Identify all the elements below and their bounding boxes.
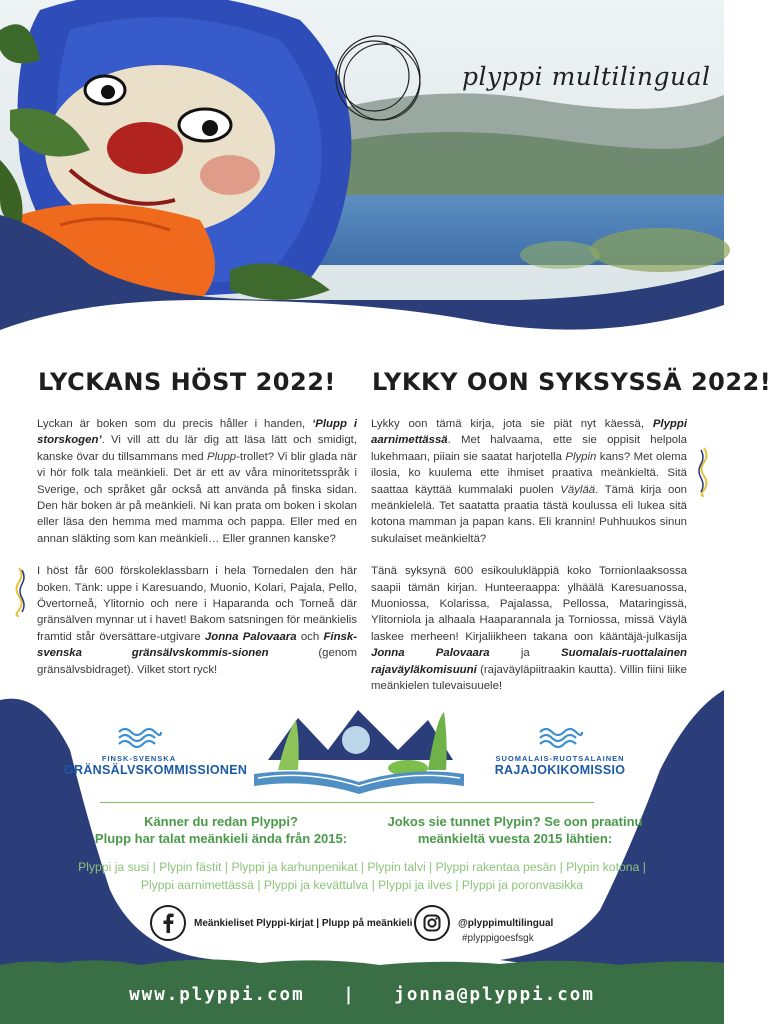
question-meankieli: Jokos sie tunnet Plypin? Se oon praatinu meänkieltä vuesta 2015 lähtien:	[387, 814, 643, 846]
book-landscape-illustration	[248, 700, 470, 796]
org-label-small: FINSK-SVENSKA	[101, 754, 177, 763]
logo-rajajokikomissio	[490, 726, 630, 777]
org-label-big: RAJAJOKIKOMISSIO	[494, 763, 626, 777]
footer-separator: |	[343, 985, 356, 1005]
logo-gransalvskommissionen	[64, 726, 248, 777]
org-label-big: GRÄNSÄLVSKOMMISSIONEN	[64, 763, 248, 777]
hero-illustration	[0, 0, 724, 360]
email-link[interactable]: jonna@plyppi.com	[394, 985, 595, 1005]
column-meankieli	[371, 416, 687, 711]
facebook-label[interactable]: Meänkieliset Plyppi-kirjat | Plupp på meänkieli	[194, 917, 413, 929]
hashtag: #plyppigoesfsgk	[462, 933, 534, 944]
hero-photo	[0, 0, 724, 360]
facebook-icon[interactable]	[150, 905, 186, 941]
waves-logo-icon	[538, 726, 582, 750]
column-swedish	[37, 416, 357, 694]
divider	[100, 802, 594, 803]
footer-contact	[0, 985, 724, 1005]
squiggle-left-icon	[12, 566, 26, 618]
org-label-small: SUOMALAIS-RUOTSALAINEN	[495, 754, 625, 763]
brand-name: plyppi multilingual	[462, 62, 711, 91]
book-list: Plyppi ja susi | Plypin fästit | Plyppi ja karhunpenikat | Plypin talvi | Plyppi rakentaa pesän | Plypin kotona | Plyppi aarnimettässä | Plyppi ja kevättulva | Plyppi ja ilves | Plyppi ja poronvasikka	[78, 860, 646, 892]
instagram-icon[interactable]	[414, 905, 450, 941]
paragraph: Lykky oon tämä kirja, jota sie piät nyt käessä, Plyppi aarnimettässä. Met halvaama, ette sie oppisit helpola lukehmaan, piiain sie saatat harjotella Plypin kans? Met olema ilosia, ko kuulema ette ihmiset praativa meänkieltä. Sitä saattaa käyttää kummalaki puolen Väylää. Tämä kirja oon meänkielelä. Tet saatatta praatia tästä koulussa eli lukea sitä kotona mamman ja papan kans. Eli krannin! Puhhuukos sinun sukulaiset meänkieltä?	[371, 418, 688, 545]
heading-meankieli: LYKKY OON SYKSYSSÄ 2022!	[372, 368, 771, 396]
instagram-label[interactable]: @plyppimultilingual	[458, 917, 554, 929]
question-swedish: Känner du redan Plyppi? Plupp har talat meänkieli ända från 2015:	[94, 814, 348, 846]
squiggle-right-icon	[697, 446, 711, 498]
facebook-link[interactable]	[150, 905, 412, 941]
heading-swedish: LYCKANS HÖST 2022!	[38, 368, 336, 396]
paragraph: Lyckan är boken som du precis håller i handen, ‘Plupp i storskogen’. Vi vill att du lär dig att läsa lätt och smidigt, kanske övar du tillsammans med Plupp-trollet? Vi blir glada när vi hör folk tala meänkieli. Det är ett av våra minoritetsspråk i Sverige, och språket går också att använda på finska sidan. Den här boken är på meänkieli. Ni kan prata om boken i skolan eller läsa den hemma med mamma och pappa. Eller med en annan släkting som kan meänkieli… Eller grannen kanske?	[37, 418, 357, 545]
paragraph: Tänä syksynä 600 esikoulukläppiä koko Tornionlaaksossa saapii tämän kirjan. Hunteeraappa: ylhäälä Karesuanossa, Muoniossa, Kolarissa, Pajalassa, Pellossa, Mataringissä, Ylitorniola ja alhaala Haaparannala ja Torniossa, missä Väylä laskee merheen! Kirjaliikheen takana oon kääntäjä-julkasija Jonna Palovaara ja Suomalais-ruottalainen rajaväyläkomisuuni (rajaväyläpiitraakin kautta). Villin fiini liike meänkielen tulevaisuuele!	[371, 565, 687, 693]
paragraph: I höst får 600 förskoleklassbarn i hela Tornedalen den här boken. Tänk: uppe i Karesuando, Muonio, Kolari, Pajala, Pello, Övertorneå, Ylitornio och nere i Haparanda och Torneå där gränsälven mynnar ut i havet! Bakom satsningen för meänkielis framtid står översättare-utgivare Jonna Palovaara och Finsk-svenska gränsälvskommis-sionen (genom gränsälvsbidraget). Vilket stort ryck!	[37, 565, 357, 676]
website-link[interactable]: www.plyppi.com	[129, 985, 305, 1005]
waves-logo-icon	[117, 726, 161, 750]
